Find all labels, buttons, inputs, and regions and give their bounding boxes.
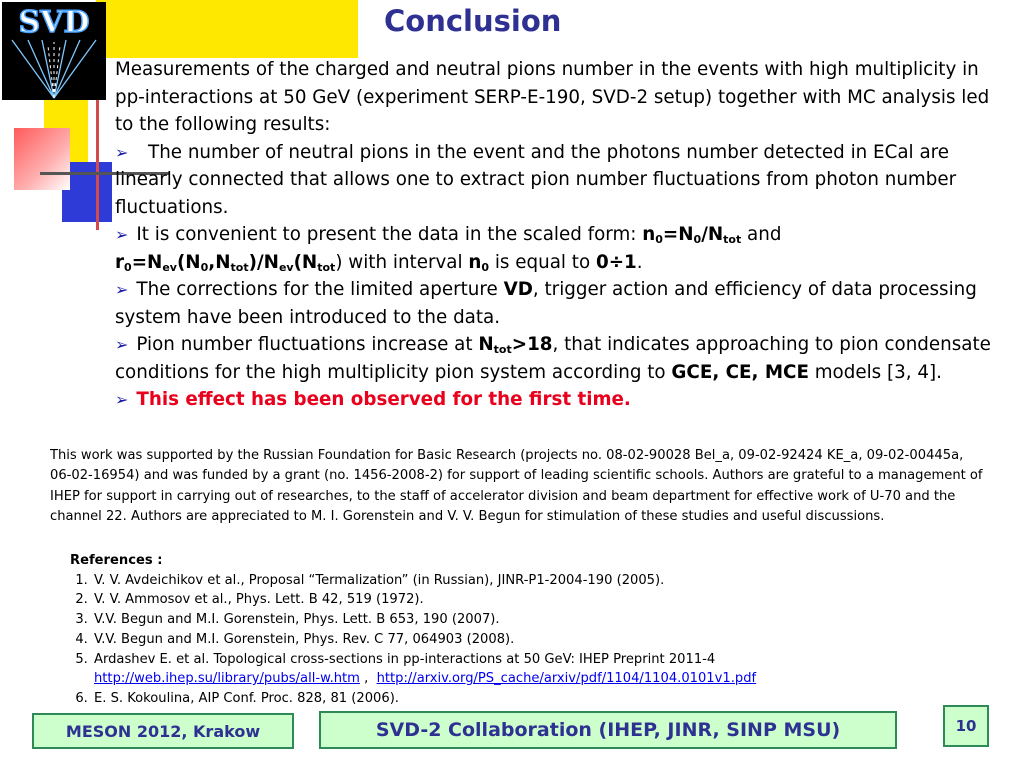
footer-collaboration: SVD-2 Collaboration (IHEP, JINR, SINP MSU) [319, 711, 897, 749]
bullet-4-text-3: models [3, 4]. [808, 361, 942, 383]
bullet-3 [115, 276, 995, 331]
vertical-rule [96, 100, 99, 230]
arrow-icon: ➢ [115, 390, 129, 409]
conclusion-body [115, 56, 995, 414]
bullet-3-vd: VD [503, 279, 533, 300]
references-heading: References : [70, 553, 163, 568]
formula-r0: $r_0=N_{ev}(N_0,N_{tot})/N_{ev}(N_{tot}$ [115, 251, 336, 274]
bullet-5-highlight: This effect has been observed for the first time. [136, 389, 631, 410]
bullet-4-text-1: Pion number fluctuations increase at [136, 334, 479, 355]
bullet-4-models: GCE, CE, MCE [671, 361, 809, 383]
arrow-icon: ➢ [115, 225, 129, 244]
reference-item: 5. Ardashev E. et al. Topological cross-sections in pp-interactions at 50 GeV: IHEP Preprint 2011-4 http://web.ihep.su/library/pubs/all-w.htm , http://arxiv.org/PS_cache/arxiv/pdf/1104/1104.0101v1.pdf [92, 650, 970, 689]
bullet-3-text-2: , trigger action and efficiency of data processing system have been introduced to the data. [115, 279, 977, 328]
bullet-4-ntot: $N_{tot}>18$ [478, 334, 553, 356]
bullet-3-text-1: The corrections for the limited aperture [136, 279, 504, 300]
bullet-5 [115, 386, 995, 414]
reference-item: 4. V.V. Begun and M.I. Gorenstein, Phys. Rev. C 77, 064903 (2008). [92, 630, 970, 650]
reference-link-ihep[interactable]: http://web.ihep.su/library/pubs/all-w.htm [94, 671, 360, 687]
yellow-banner [96, 0, 358, 58]
bullet-2-equal: is equal to [489, 251, 596, 273]
bullet-2: ➢ It is convenient to present the data in the scaled form: $n_0=N_0/N_{tot}$ and $r_0=N_{ev}(N_0,N_{tot})/N_{ev}(N_{tot})$ with interval $n_0$ is equal to 0÷1. [115, 224, 782, 274]
reference-item: 3. V.V. Begun and M.I. Gorenstein, Phys. Lett. B 653, 190 (2007). [92, 610, 970, 630]
reference-link-arxiv[interactable]: http://arxiv.org/PS_cache/arxiv/pdf/1104/1104.0101v1.pdf [376, 671, 757, 687]
intro-paragraph: Measurements of the charged and neutral pions number in the events with high multiplicity in pp-interactions at 50 GeV (experiment SERP-E-190, SVD-2 setup) together with MC analysis led to the following results: [115, 59, 990, 135]
bullet-2-and: and [741, 224, 782, 245]
acknowledgement: This work was supported by the Russian Foundation for Basic Research (projects no. 08-02-90028 Bel_a, 09-02-92424 KE_a, 09-02-00445a, 06-02-16954) and was funded by a grant (no. 1456-2008-2) for support of leading scientific schools. Authors are grateful to a management of IHEP for support in carrying out of researches, to the staff of accelerator division and beam department for effective work of U-70 and the channel 22. Authors are appreciated to M. I. Gorenstein and V. V. Begun for stimulation of these studies and useful discussions. [50, 448, 983, 524]
bullet-1-text: The number of neutral pions in the event and the photons number detected in ECal are linearly connected that allows one to extract pion number fluctuations from photon number fluctuations. [115, 141, 957, 218]
svd-logo [2, 2, 106, 100]
bullet-2-interval: with interval [342, 251, 469, 273]
page-title: Conclusion [384, 4, 562, 38]
arrow-icon: ➢ [115, 280, 129, 299]
logo-text: SVD [18, 5, 90, 40]
reference-item: 2. V. V. Ammosov et al., Phys. Lett. B 42, 519 (1972). [92, 590, 970, 610]
bullet-4-text-2: , that indicates approaching to pion condensate conditions for the high multiplicity pion system according to [115, 334, 991, 383]
bullet-4 [115, 331, 995, 386]
arrow-icon: ➢ [115, 142, 129, 162]
page-number: 10 [943, 705, 989, 747]
bullet-1 [115, 139, 995, 222]
interval-value: 0÷1 [595, 251, 637, 273]
footer-conference: MESON 2012, Krakow [32, 713, 294, 749]
bullet-2-lead: It is convenient to present the data in the scaled form: [136, 224, 643, 245]
references-list [70, 571, 970, 709]
red-block [14, 128, 70, 190]
formula-n0: $n_0=N_0/N_{tot}$ [642, 224, 742, 246]
arrow-icon: ➢ [115, 335, 129, 354]
references [70, 551, 970, 709]
reference-item: 1. V. V. Avdeichikov et al., Proposal “Termalization” (in Russian), JINR-P1-2004-190 (2005). [92, 571, 970, 591]
reference-item: 6. E. S. Kokoulina, AIP Conf. Proc. 828, 81 (2006). [92, 689, 970, 709]
